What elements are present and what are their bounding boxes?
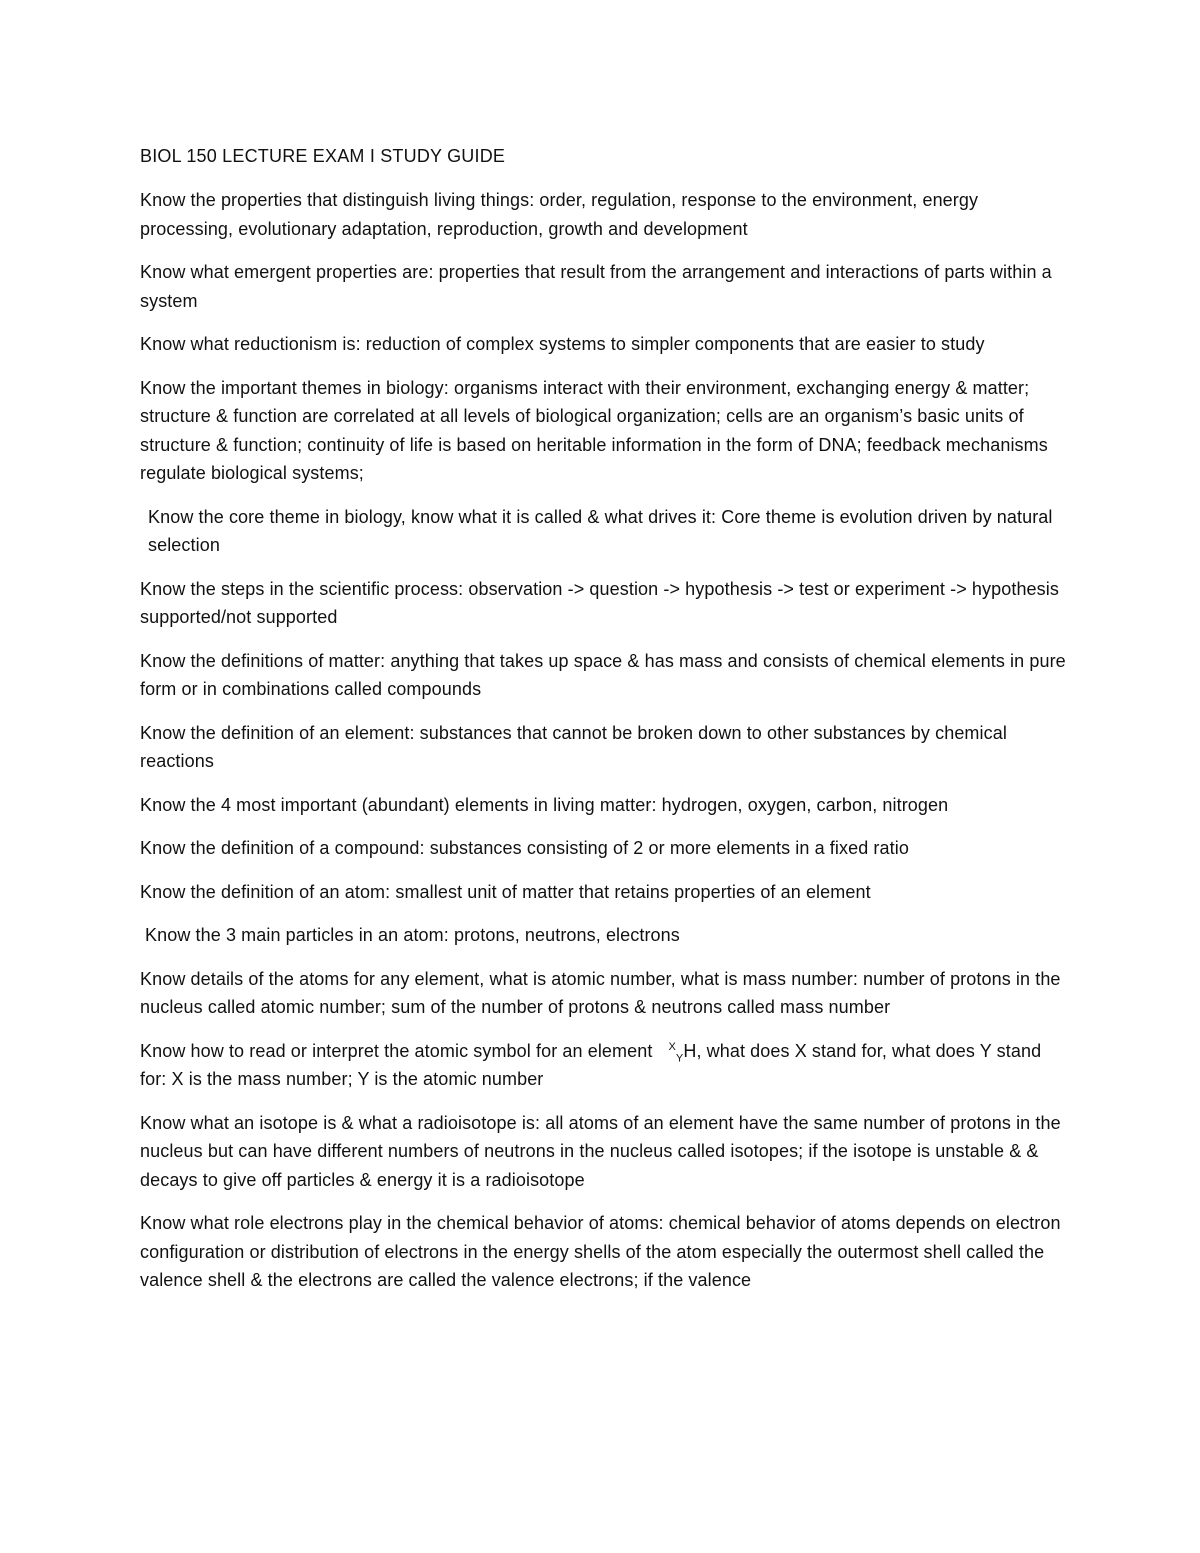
- paragraph-electrons: Know what role electrons play in the chemical behavior of atoms: chemical behavior of atoms depends on electron configuration or distribution of electrons in the energy shells of the atom especially the outermost shell called the valence shell & the electrons are called the valence electrons; if the valence: [140, 1213, 1061, 1290]
- symbol-subscript: Y: [675, 1052, 684, 1065]
- paragraph-compound: Know the definition of a compound: substances consisting of 2 or more elements in a fixed ratio: [140, 838, 909, 858]
- paragraph-scientific-process: Know the steps in the scientific process: observation -> question -> hypothesis -> test or experiment -> hypothesis supported/not supported: [140, 578, 1059, 627]
- paragraph-emergent-properties: Know what emergent properties are: properties that result from the arrangement and interactions of parts within a system: [140, 262, 1052, 311]
- paragraph-core-theme: Know the core theme in biology, know what it is called & what drives it: Core theme is evolution driven by natural selection: [148, 506, 1053, 555]
- paragraph-atomic-symbol: [140, 1037, 1070, 1094]
- paragraph-atom: Know the definition of an atom: smallest unit of matter that retains properties of an element: [140, 881, 871, 902]
- symbol-text-before: Know how to read or interpret the atomic symbol for an element: [140, 1040, 653, 1061]
- paragraph-four-elements: Know the 4 most important (abundant) elements in living matter: hydrogen, oxygen, carbon, nitrogen: [140, 794, 949, 815]
- symbol-base: H: [683, 1040, 697, 1061]
- paragraph-atomic-number: Know details of the atoms for any element, what is atomic number, what is mass number: number of protons in the nucleus called atomic number; sum of the number of protons & neutrons called mass number: [140, 968, 1061, 1017]
- paragraph-living-things: Know the properties that distinguish living things: order, regulation, response to the environment, energy processing, evolutionary adaptation, reproduction, growth and development: [140, 190, 979, 239]
- paragraph-matter: Know the definitions of matter: anything that takes up space & has mass and consists of chemical elements in pure form or in combinations called compounds: [140, 650, 1066, 699]
- paragraph-element: Know the definition of an element: substances that cannot be broken down to other substances by chemical reactions: [140, 722, 1007, 771]
- paragraph-themes: Know the important themes in biology: organisms interact with their environment, exchanging energy & matter; structure & function are correlated at all levels of biological organization; cells are an organism’s basic units of structure & function; continuity of life is based on heritable information in the form of DNA; feedback mechanisms regulate biological systems;: [140, 377, 1048, 483]
- paragraph-reductionism: Know what reductionism is: reduction of complex systems to simpler components that are easier to study: [140, 334, 985, 354]
- document-page: [140, 142, 1070, 1310]
- atomic-symbol: [668, 1037, 696, 1066]
- document-title: BIOL 150 LECTURE EXAM I STUDY GUIDE: [140, 146, 506, 166]
- symbol-superscript: X: [668, 1040, 676, 1053]
- paragraph-isotope: Know what an isotope is & what a radioisotope is: all atoms of an element have the same number of protons in the nucleus but can have different numbers of neutrons in the nucleus called isotopes; if the isotope is unstable & & decays to give off particles & energy it is a radioisotope: [140, 1112, 1061, 1190]
- symbol-text-after: , what does X stand for, what does Y stand for: X is the mass number; Y is the atomic number: [140, 1040, 1042, 1089]
- paragraph-particles: Know the 3 main particles in an atom: protons, neutrons, electrons: [145, 925, 680, 945]
